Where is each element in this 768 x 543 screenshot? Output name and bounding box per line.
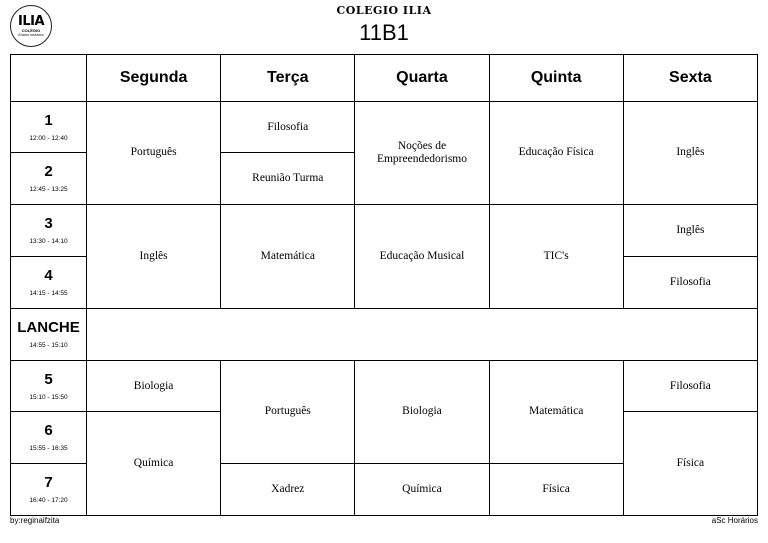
period-cell-7	[11, 464, 87, 516]
header-row	[11, 55, 758, 102]
period-time: 16:40 - 17:20	[29, 497, 68, 505]
day-header-terca: Terça	[221, 55, 355, 102]
logo-motto: Ensino Inclusivo	[18, 32, 44, 37]
period-cell-1	[11, 101, 87, 153]
logo-text: ILIA	[17, 13, 45, 29]
break-label: LANCHE	[17, 318, 80, 336]
lesson-cell: Reunião Turma	[221, 153, 355, 205]
lesson-cell: Física	[623, 412, 757, 516]
lesson-cell: Química	[355, 464, 489, 516]
lesson-cell: Biologia	[87, 360, 221, 412]
period-time: 15:10 - 15:50	[29, 393, 68, 401]
period-cell-5	[11, 360, 87, 412]
author-credit: by:reginaifzita	[10, 516, 60, 525]
period-time: 13:30 - 14:10	[29, 238, 68, 246]
period-time: 14:15 - 14:55	[29, 289, 68, 297]
software-credit: aSc Horários	[711, 516, 758, 525]
period-number: 4	[44, 266, 53, 284]
lesson-cell: Inglês	[87, 205, 221, 309]
period-row-3	[11, 205, 758, 257]
lesson-cell: Português	[221, 360, 355, 464]
period-number: 3	[44, 215, 53, 233]
break-span	[87, 308, 758, 360]
period-number: 7	[44, 474, 53, 492]
day-header-segunda: Segunda	[87, 55, 221, 102]
period-number: 1	[44, 111, 53, 129]
class-name: 11B1	[359, 20, 409, 45]
lesson-cell: Filosofia	[623, 360, 757, 412]
period-time: 12:00 - 12:40	[29, 134, 68, 142]
day-header-quinta: Quinta	[489, 55, 623, 102]
lesson-cell: Português	[87, 101, 221, 205]
period-row-1	[11, 101, 758, 153]
lesson-cell: Matemática	[221, 205, 355, 309]
period-time: 15:55 - 16:35	[29, 445, 68, 453]
lesson-cell: Inglês	[623, 101, 757, 205]
logo-subtext: COLÉGIO	[21, 27, 41, 33]
lesson-cell: Matemática	[489, 360, 623, 464]
day-header-quarta: Quarta	[355, 55, 489, 102]
lesson-cell: Xadrez	[221, 464, 355, 516]
lesson-cell: Noções de Empreendedorismo	[355, 101, 489, 205]
break-cell	[11, 308, 87, 360]
lesson-cell: TIC's	[489, 205, 623, 309]
lesson-cell: Biologia	[355, 360, 489, 464]
lesson-cell: Educação Musical	[355, 205, 489, 309]
lesson-cell: Filosofia	[623, 257, 757, 309]
lesson-cell: Inglês	[623, 205, 757, 257]
lesson-cell: Química	[87, 412, 221, 516]
lesson-cell: Educação Física	[489, 101, 623, 205]
lesson-cell: Física	[489, 464, 623, 516]
lesson-cell: Filosofia	[221, 101, 355, 153]
break-row	[11, 308, 758, 360]
period-number: 6	[44, 422, 53, 440]
period-number: 2	[44, 163, 53, 181]
school-name: COLEGIO ILIA	[336, 4, 432, 17]
period-cell-3	[11, 205, 87, 257]
period-cell-2	[11, 153, 87, 205]
period-time: 12:45 - 13:25	[29, 186, 68, 194]
break-time: 14:55 - 15:10	[29, 341, 68, 349]
period-cell-4	[11, 257, 87, 309]
day-header-sexta: Sexta	[623, 55, 757, 102]
period-cell-6	[11, 412, 87, 464]
timetable	[10, 54, 758, 516]
period-row-5	[11, 360, 758, 412]
period-number: 5	[44, 370, 53, 388]
corner-cell	[11, 55, 87, 102]
